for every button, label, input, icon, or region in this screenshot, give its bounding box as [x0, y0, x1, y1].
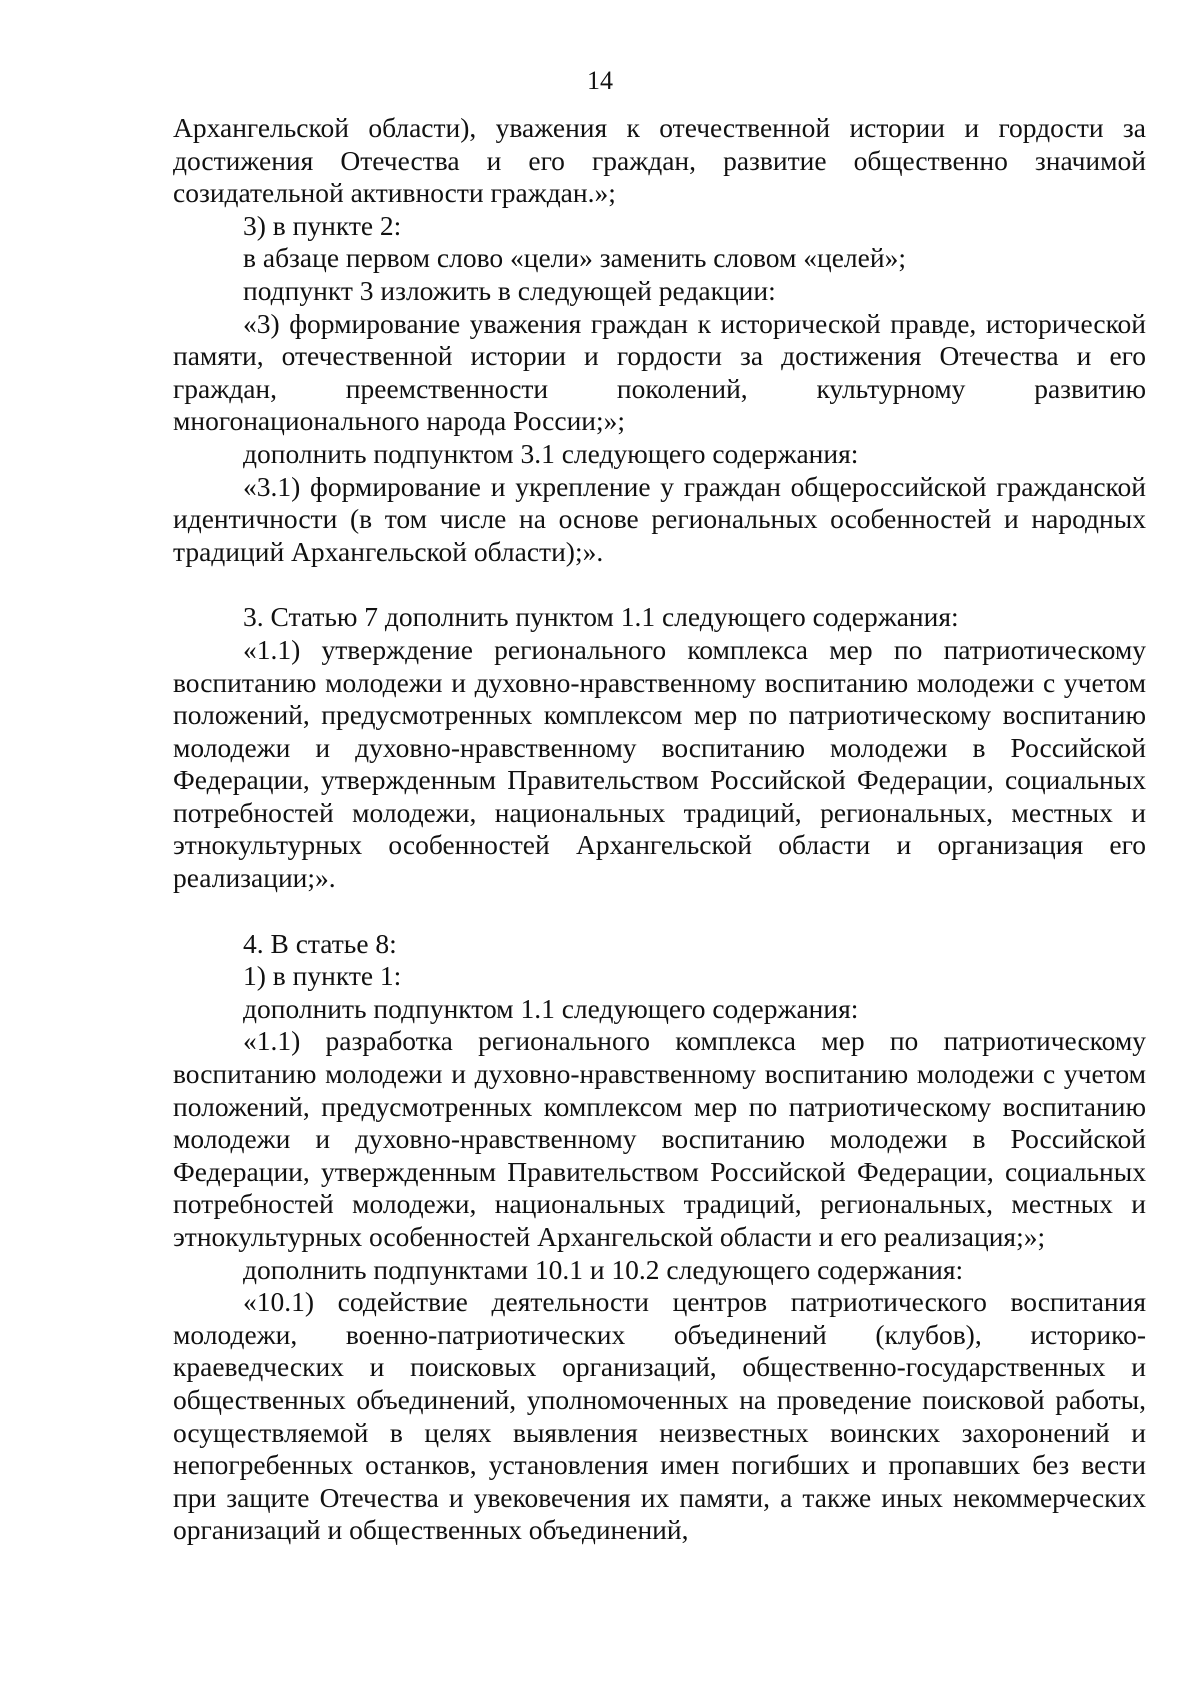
paragraph-section-3-text: «1.1) утверждение регионального комплекса мер по патриотическому воспитанию молодежи и духовно-нравственному воспитанию молодежи с учетом положений, предусмотренных комплексом мер по патриотическому воспитанию молодежи и духовно-нравственному воспитанию молодежи в Российской Федерации, утвержденным Правительством Российской Федерации, социальных потребностей молодежи, национальных традиций, региональных, местных и этнокультурных особенностей Архангельской области и организация его реализации;».	[173, 633, 1146, 894]
paragraph-continuation: Архангельской области), уважения к отечественной истории и гордости за достижения Отечества и его граждан, развитие общественно значимой созидательной активности граждан.»;	[173, 112, 1146, 209]
paragraph-subitem-3-1-text: «3.1) формирование и укрепление у граждан общероссийской гражданской идентичности (в том числе на основе региональных особенностей и народных традиций Архангельской области);».	[173, 470, 1146, 567]
document-body	[173, 112, 1146, 1547]
paragraph-section-3-heading: 3. Статью 7 дополнить пунктом 1.1 следующего содержания:	[243, 601, 959, 633]
paragraph-subitems-10-intro: дополнить подпунктами 10.1 и 10.2 следующего содержания:	[243, 1253, 964, 1285]
paragraph-subitem-3-1-intro: дополнить подпунктом 3.1 следующего содержания:	[243, 437, 859, 469]
paragraph-subitem-3-intro: подпункт 3 изложить в следующей редакции:	[243, 274, 776, 306]
paragraph-subitem-1-1-text: «1.1) разработка регионального комплекса мер по патриотическому воспитанию молодежи и духовно-нравственному воспитанию молодежи с учетом положений, предусмотренных комплексом мер по патриотическому воспитанию молодежи и духовно-нравственному воспитанию молодежи в Российской Федерации, утвержденным Правительством Российской Федерации, социальных потребностей молодежи, национальных традиций, региональных, местных и этнокультурных особенностей Архангельской области и его реализация;»;	[173, 1025, 1146, 1252]
paragraph-subitem-10-1-text: «10.1) содействие деятельности центров патриотического воспитания молодежи, военно-патриотических объединений (клубов), историко-краеведческих и поисковых организаций, общественно-государственных и общественных объединений, уполномоченных на проведение поисковой работы, осуществляемой в целях выявления неизвестных воинских захоронений и непогребенных останков, установления имен погибших и пропавших без вести при защите Отечества и увековечения их памяти, а также иных некоммерческих организаций и общественных объединений,	[173, 1286, 1146, 1546]
paragraph-item-3: 3) в пункте 2:	[243, 209, 402, 241]
section-gap	[173, 895, 1146, 928]
paragraph-subitem-1-1-intro: дополнить подпунктом 1.1 следующего содержания:	[243, 992, 859, 1024]
section-gap	[173, 568, 1146, 601]
paragraph-section-4-item-1: 1) в пункте 1:	[243, 960, 402, 992]
paragraph-subitem-3-text: «3) формирование уважения граждан к исторической правде, исторической памяти, отечественной истории и гордости за достижения Отечества и его граждан, преемственности поколений, культурному развитию многонационального народа России;»;	[173, 307, 1146, 437]
paragraph-first-abzac: в абзаце первом слово «цели» заменить словом «целей»;	[243, 242, 906, 274]
page-number: 14	[587, 66, 613, 95]
paragraph-section-4-heading: 4. В статье 8:	[243, 927, 397, 959]
